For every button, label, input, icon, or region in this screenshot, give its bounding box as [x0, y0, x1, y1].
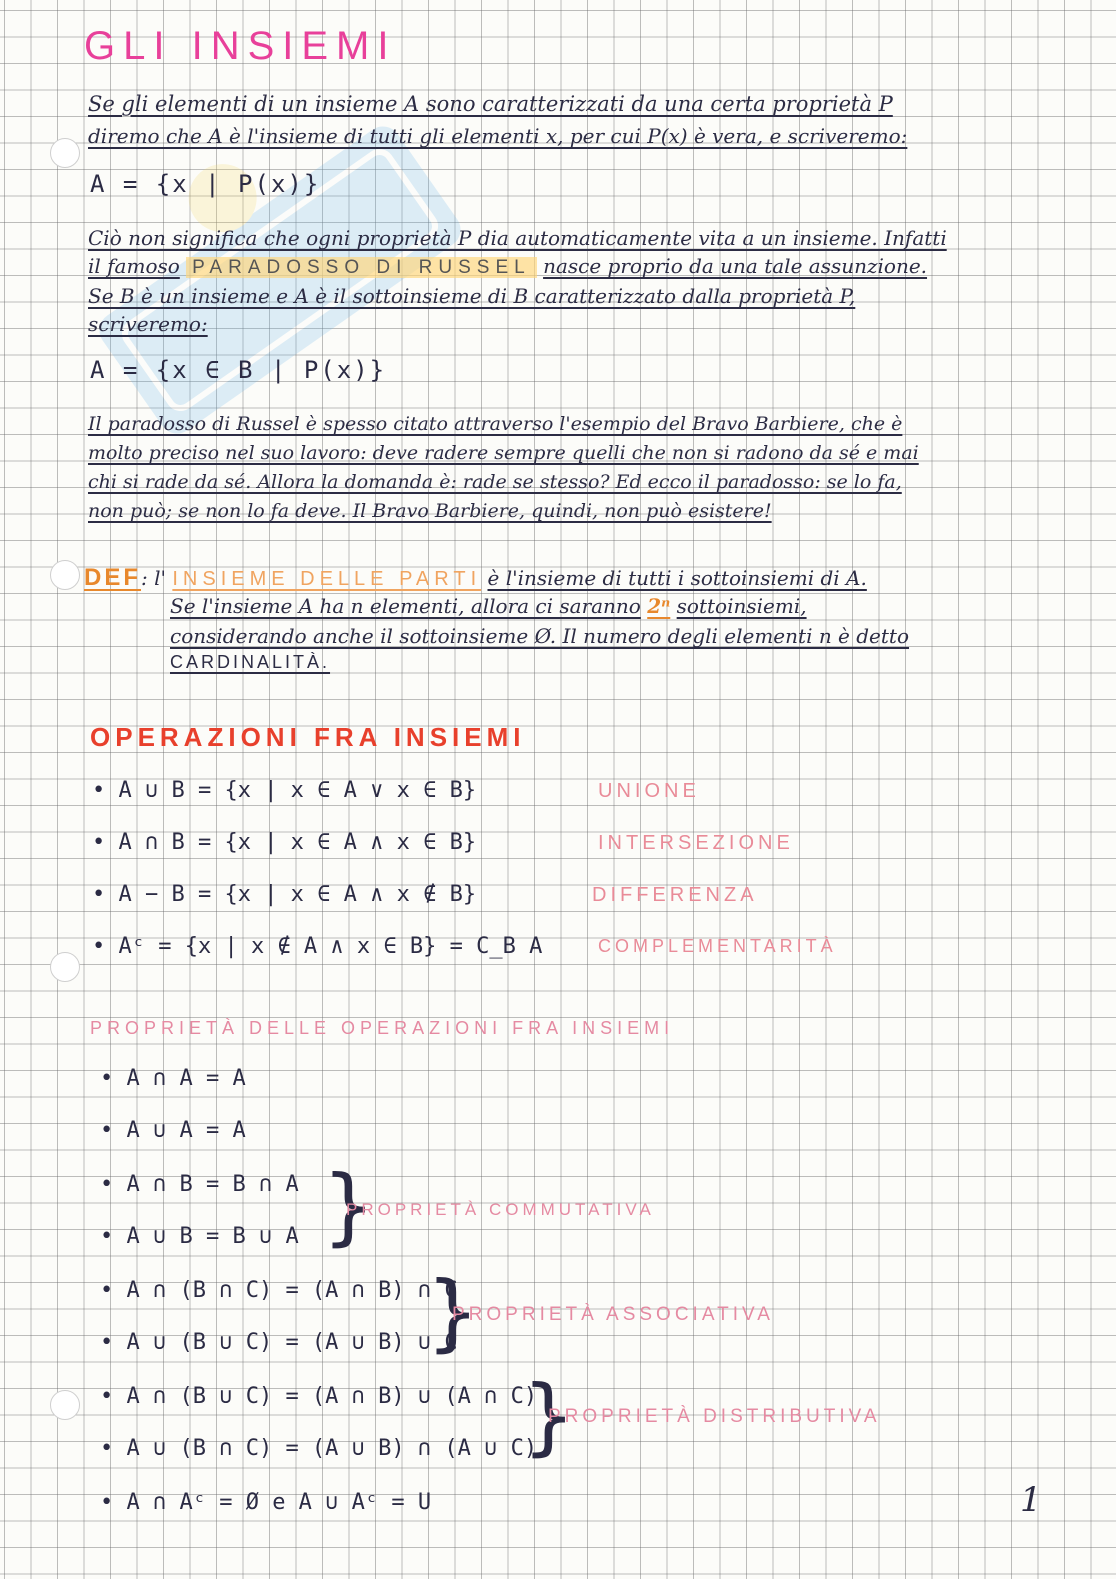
property-item: • A ∪ B = B ∪ A [100, 1224, 299, 1249]
property-item: • A ∪ (B ∪ C) = (A ∪ B) ∪ C [100, 1330, 458, 1355]
para2-line-4: scriveremo: [88, 312, 208, 336]
def-term: INSIEME DELLE PARTI [172, 568, 482, 590]
formula-subset-builder: A = {x ∈ B | P(x)} [90, 356, 387, 384]
binder-hole [50, 560, 80, 590]
binder-hole [50, 138, 80, 168]
label-union: UNIONE [598, 780, 700, 802]
brace-associative: } [426, 1263, 480, 1361]
def-line-1 [84, 564, 867, 592]
property-item: • A ∩ (B ∩ C) = (A ∩ B) ∩ C [100, 1278, 458, 1303]
def-line-3: considerando anche il sottoinsieme Ø. Il numero degli elementi n è detto [170, 624, 910, 648]
para2-pre: il famoso [88, 254, 180, 278]
operations-heading: OPERAZIONI FRA INSIEMI [90, 722, 526, 752]
page-title: GLI INSIEMI [84, 24, 397, 68]
binder-hole [50, 1390, 80, 1420]
properties-heading: PROPRIETÀ DELLE OPERAZIONI FRA INSIEMI [90, 1018, 675, 1038]
operation-complement: • Aᶜ = {x | x ∉ A ∧ x ∈ B} = C_B A [92, 934, 543, 959]
operation-union: • A ∪ B = {x | x ∈ A ∨ x ∈ B} [92, 778, 477, 803]
property-item: • A ∩ (B ∪ C) = (A ∩ B) ∪ (A ∩ C) [100, 1384, 538, 1409]
property-item: • A ∪ A = A [100, 1118, 246, 1143]
def-power: 2ⁿ [647, 594, 671, 618]
brace-commutative: } [322, 1157, 376, 1255]
brace-distributive: } [522, 1367, 576, 1465]
intro-line-1: Se gli elementi di un insieme A sono caratterizzati da una certa proprietà P [88, 92, 893, 116]
label-distributive: PROPRIETÀ DISTRIBUTIVA [548, 1406, 881, 1427]
label-complement: COMPLEMENTARITÀ [598, 936, 837, 956]
def-line2-pre: Se l'insieme A ha n elementi, allora ci saranno [170, 594, 641, 618]
para2-line-1: Ciò non significa che ogni proprietà P dia automaticamente vita a un insieme. Infatti [88, 226, 947, 250]
para2-line-2 [88, 254, 927, 279]
property-item: • A ∩ A = A [100, 1066, 246, 1091]
def-line-4: CARDINALITÀ. [170, 652, 331, 672]
operation-intersection: • A ∩ B = {x | x ∈ A ∧ x ∈ B} [92, 830, 477, 855]
def-line-2 [170, 594, 807, 618]
property-item: • A ∩ Aᶜ = Ø e A ∪ Aᶜ = U [100, 1490, 432, 1515]
paradox-label: PARADOSSO DI RUSSEL [186, 257, 537, 278]
intro-line-2: diremo che A è l'insieme di tutti gli elementi x, per cui P(x) è vera, e scriveremo: [88, 124, 908, 148]
para2-post: nasce proprio da una tale assunzione. [543, 254, 928, 278]
property-item: • A ∩ B = B ∩ A [100, 1172, 299, 1197]
label-intersection: INTERSEZIONE [598, 832, 794, 854]
property-item: • A ∪ (B ∩ C) = (A ∪ B) ∩ (A ∪ C) [100, 1436, 538, 1461]
para2-line-3: Se B è un insieme e A è il sottoinsieme di B caratterizzato dalla proprietà P, [88, 284, 856, 308]
def-tag: DEF [84, 564, 141, 591]
label-associative: PROPRIETÀ ASSOCIATIVA [452, 1304, 774, 1325]
operation-difference: • A − B = {x | x ∈ A ∧ x ∉ B} [92, 882, 477, 907]
def-line2-post: sottoinsiemi, [676, 594, 807, 618]
label-difference: DIFFERENZA [592, 884, 758, 906]
def-line1-post: è l'insieme di tutti i sottoinsiemi di A. [487, 566, 867, 590]
russel-paragraph: Il paradosso di Russel è spesso citato attraverso l'esempio del Bravo Barbiere, che è molto preciso nel suo lavoro: deve radere sempre quelli che non si radono da sé e mai chi si rade da sé. Allora la domanda è: rade se stesso? Ed ecco il paradosso: se lo fa, non può; se non lo fa deve. Il Bravo Barbiere, quindi, non può esistere! [88, 413, 919, 522]
def-pre: : l' [141, 566, 166, 590]
label-commutative: PROPRIETÀ COMMUTATIVA [346, 1200, 655, 1219]
binder-hole [50, 952, 80, 982]
formula-set-builder: A = {x | P(x)} [90, 170, 321, 198]
page-number: 1 [1020, 1480, 1042, 1520]
